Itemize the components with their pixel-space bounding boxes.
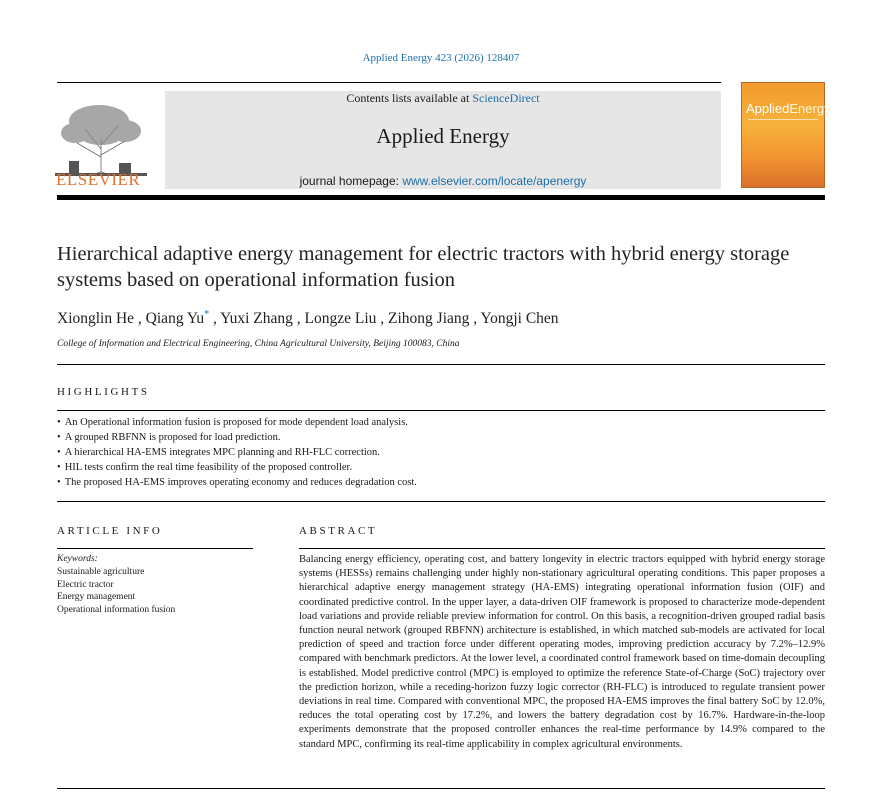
highlight-item: • A grouped RBFNN is proposed for load prediction. [57,430,417,445]
corresponding-author-mark[interactable]: * [204,309,210,320]
cover-title [746,101,831,116]
authors-rest[interactable]: , Yuxi Zhang , Longze Liu , Zihong Jiang , Yongji Chen [209,310,559,328]
divider [57,548,253,549]
divider [57,788,825,789]
contents-prefix: Contents lists available at [346,91,473,105]
homepage-prefix: journal homepage: [299,174,403,188]
paper-title: Hierarchical adaptive energy management for electric tractors with hybrid energy storage systems based on operational information fusion [57,243,790,291]
top-divider [57,82,721,83]
keywords-label: Keywords: [57,554,98,564]
abstract-heading: ABSTRACT [299,525,378,537]
authors-first[interactable]: Xionglin He , Qiang Yu [57,310,205,328]
journal-title: Applied Energy [376,124,510,148]
article-info-heading: ARTICLE INFO [57,525,163,537]
contents-line [165,91,721,106]
divider [299,548,825,549]
highlight-item: • HIL tests confirm the real time feasibility of the proposed controller. [57,460,417,475]
header-divider [57,195,825,200]
journal-masthead [165,91,721,189]
journal-cover[interactable] [741,82,831,188]
cover-title-part1: Applied [746,101,790,116]
highlight-item: • A hierarchical HA-EMS integrates MPC planning and RH-FLC correction. [57,445,417,460]
keywords-list [57,566,175,616]
affiliation: College of Information and Electrical Engineering, China Agricultural University, Beijing 100083, China [57,339,460,349]
citation-link[interactable]: Applied Energy 423 (2026) 128407 [362,52,520,64]
highlights-list [57,415,417,490]
homepage-link[interactable]: www.elsevier.com/locate/apenergy [402,174,587,188]
publisher-name: ELSEVIER [56,170,141,189]
abstract-text: Balancing energy efficiency, operating cost, and battery longevity in electric tractors equipped with hybrid energy storage systems (HESSs) remains challenging under highly non-stationary agricultural operating conditions. This paper proposes a hierarchical adaptive energy management strategy (HA-EMS) integrating operational information fusion (OIF) and coordinated predictive control. In the upper layer, a data-driven OIF framework is proposed to characterize mode-dependent load variations and provide reliable preview information for control. On this basis, a recognition-driven grouped radial basis function neural network (grouped RBFNN) architecture is established, in which matched sub-models are activated for local prediction of speed and traction force under different operating modes, improving prediction accuracy by 7.2%–12.9% compared with benchmark predictors. At the lower level, a coordinated control framework based on time-domain decoupling is established. Model predictive control (MPC) is employed to optimize the reference State-of-Charge (SoC) trajectory over the prediction horizon, while a receding-horizon fuzzy logic corrector (RH-FLC) is introduced to regulate transient power deviations in real time. Compared with conventional MPC, the proposed HA-EMS improves the final battery SoC by 12.0%, reduces the total operating cost by 17.2%, and lowers the battery degradation cost by 16.7%. Hardware-in-the-loop experiments demonstrate that the proposed controller enhances the real-time performance by 14.9% compared to the standard MPC, confirming its real-time applicability in complex agricultural environments. [299,554,825,750]
sciencedirect-link[interactable]: ScienceDirect [472,91,540,105]
divider [57,364,825,365]
cover-decoration [748,119,818,124]
keyword: Electric tractor [57,579,114,590]
highlights-heading: HIGHLIGHTS [57,386,150,398]
keyword: Energy management [57,592,136,602]
author-list [57,309,559,328]
cover-title-part2: Energy [789,101,831,116]
divider [57,501,825,502]
highlight-item: • An Operational information fusion is proposed for mode dependent load analysis. [57,415,417,430]
homepage-line [165,174,721,188]
highlight-item: • The proposed HA-EMS improves operating economy and reduces degradation cost. [57,475,417,490]
keyword: Operational information fusion [57,604,176,615]
divider [57,410,825,411]
keyword: Sustainable agriculture [57,567,145,577]
